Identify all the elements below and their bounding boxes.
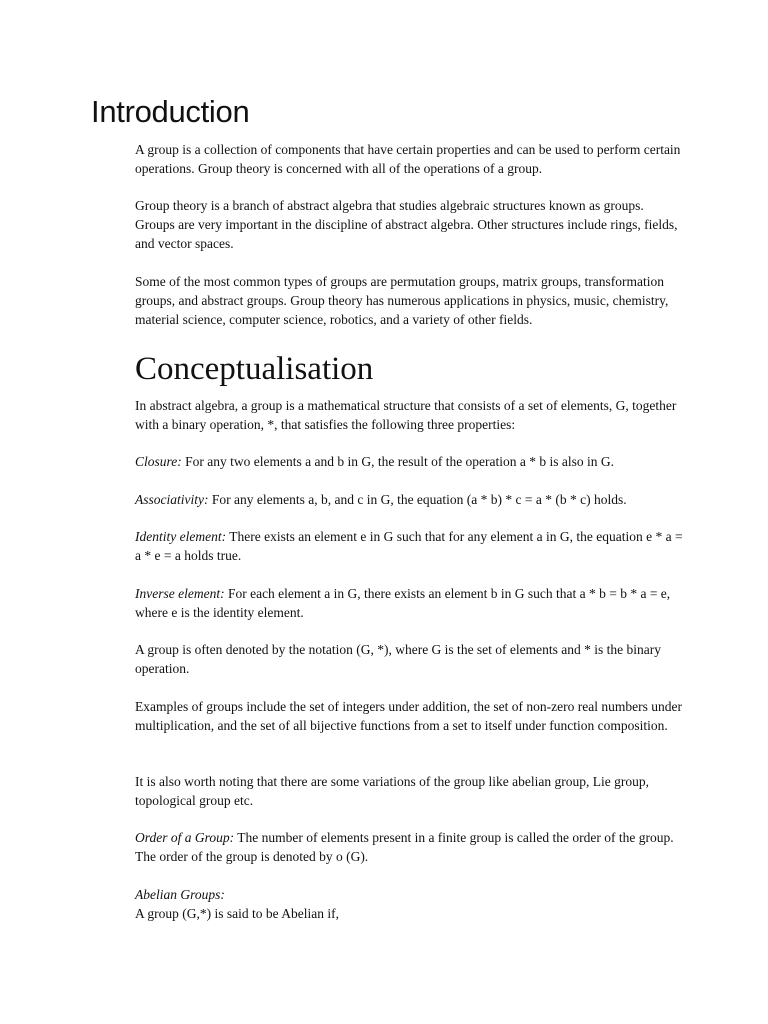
order-text: The number of elements present in a finite group is called the order of the group. The order of the group is denoted by o (G).	[135, 830, 674, 864]
intro-paragraph-2: Group theory is a branch of abstract algebra that studies algebraic structures known as groups. Groups are very important in the discipline of abstract algebra. Other structures include rings, fields, and vector spaces.	[135, 198, 678, 251]
abelian-text: A group (G,*) is said to be Abelian if,	[135, 906, 339, 921]
definition-paragraph: In abstract algebra, a group is a mathematical structure that consists of a set of elements, G, together with a binary operation, *, that satisfies the following three properties:	[135, 398, 677, 432]
closure-text: For any two elements a and b in G, the result of the operation a * b is also in G.	[181, 454, 615, 469]
abelian-groups-paragraph	[135, 885, 683, 923]
identity-property	[135, 527, 683, 565]
inverse-text: For each element a in G, there exists an element b in G such that a * b = b * a = e, where e is the identity element.	[135, 586, 671, 620]
closure-term: Closure:	[135, 454, 182, 469]
associativity-term: Associativity:	[135, 492, 209, 507]
identity-text: There exists an element e in G such that for any element a in G, the equation e * a = a * e = a holds true.	[135, 529, 683, 563]
associativity-text: For any elements a, b, and c in G, the equation (a * b) * c = a * (b * c) holds.	[208, 492, 627, 507]
inverse-property	[135, 584, 683, 622]
order-term: Order of a Group:	[135, 830, 235, 845]
associativity-property	[135, 490, 683, 509]
abelian-term: Abelian Groups:	[135, 887, 225, 902]
introduction-heading: Introduction	[91, 94, 250, 129]
variations-paragraph: It is also worth noting that there are some variations of the group like abelian group, Lie group, topological group etc.	[135, 774, 649, 808]
conceptualisation-heading: Conceptualisation	[135, 351, 374, 387]
intro-paragraph-1: A group is a collection of components that have certain properties and can be used to perform certain operations. Group theory is concerned with all of the operations of a group.	[135, 142, 681, 176]
intro-paragraph-3: Some of the most common types of groups are permutation groups, matrix groups, transformation groups, and abstract groups. Group theory has numerous applications in physics, music, chemistry, material science, computer science, robotics, and a variety of other fields.	[135, 274, 669, 327]
inverse-term: Inverse element:	[135, 586, 225, 601]
identity-term: Identity element:	[135, 529, 227, 544]
notation-paragraph: A group is often denoted by the notation (G, *), where G is the set of elements and * is the binary operation.	[135, 642, 662, 676]
closure-property	[135, 452, 683, 471]
order-of-group-paragraph	[135, 828, 683, 866]
examples-paragraph: Examples of groups include the set of integers under addition, the set of non-zero real numbers under multiplication, and the set of all bijective functions from a set to itself under function composition.	[135, 699, 682, 733]
